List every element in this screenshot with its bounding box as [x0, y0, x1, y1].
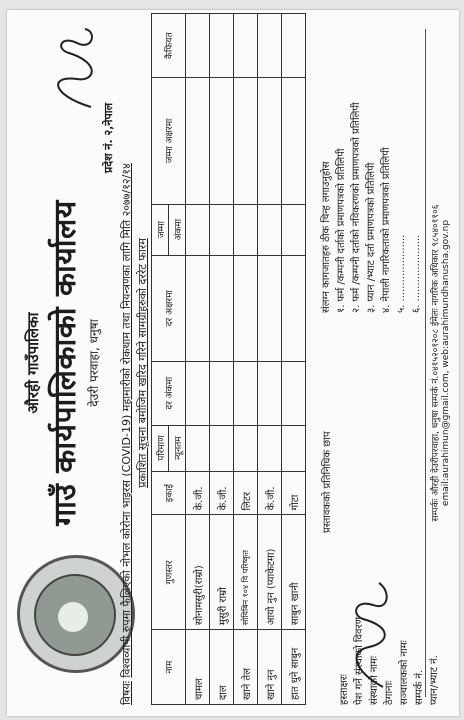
- document-page: [7, 10, 459, 716]
- table-header-row: [152, 14, 169, 705]
- total-words-cell[interactable]: [234, 78, 258, 204]
- rate-form-table: [151, 13, 306, 705]
- document-item[interactable]: १. फर्म /कम्पनी दर्ताको प्रमाणपत्रको प्रतिलिपी: [336, 148, 347, 313]
- item-unit: के.जी.: [258, 471, 282, 515]
- footer-web: email:aurahimun@gmail.com, web:aurahimundhanusha.gov.np: [441, 219, 451, 507]
- rate-figures-cell[interactable]: [234, 361, 258, 425]
- table-row: [210, 14, 234, 705]
- col-unit: इकाई: [152, 471, 186, 515]
- total-words-cell[interactable]: [186, 78, 210, 204]
- item-name: खाने तेल: [234, 630, 258, 705]
- total-words-cell[interactable]: [258, 78, 282, 204]
- item-unit: के.जी.: [186, 471, 210, 515]
- rate-words-cell[interactable]: [282, 255, 306, 361]
- col-rate-words: दर अक्षरमा: [152, 255, 186, 361]
- subject-text: विश्वव्यापी रुपमा फैलिएको नोभल कोरोना भाइरस (COVID-19) महामारीको रोकथाम तथा नियन्त्रणका लागि मिति २०७७/१२/१४: [120, 163, 133, 678]
- col-total: जम्मा: [152, 204, 169, 255]
- footer-rule: [425, 29, 426, 697]
- quantity-cell[interactable]: [186, 425, 210, 471]
- document-item[interactable]: ६. .....................: [411, 234, 422, 313]
- address-field[interactable]: ठेगानाः: [384, 680, 395, 705]
- rate-words-cell[interactable]: [210, 255, 234, 361]
- item-name: हात धुने साबुन: [282, 630, 306, 705]
- item-unit: के.जी.: [210, 471, 234, 515]
- item-unit: गोटा: [282, 471, 306, 515]
- rate-figures-cell[interactable]: [210, 361, 234, 425]
- quantity-cell[interactable]: [258, 425, 282, 471]
- item-quality: साबुन खानी: [282, 515, 306, 630]
- firm-name-field[interactable]: संस्थाको नामः: [369, 655, 380, 705]
- firm-details-heading: पेश गर्ने संस्थाको विवरण: [354, 617, 365, 705]
- document-item[interactable]: २. फर्म /कम्पनी दर्ताको नविकरणको प्रमाणपत्रको प्रतिलिपी: [351, 102, 362, 313]
- subject-label: विषयः: [120, 681, 133, 705]
- representative-seal-label: प्रस्तावकको प्रतिनिधिक छाप: [322, 431, 333, 533]
- document-item[interactable]: ५. .....................: [396, 234, 407, 313]
- item-quality: सोयिबिन १०४ वि परिष्कृत: [234, 515, 258, 630]
- remarks-cell[interactable]: [186, 14, 210, 78]
- table-row: [258, 14, 282, 705]
- col-total-figures: अंकमा: [169, 204, 186, 255]
- rate-figures-cell[interactable]: [258, 361, 282, 425]
- office-address: देउरी परवाहा, धनुषा: [87, 319, 101, 407]
- pan-vat-field[interactable]: प्यान/भ्याट नं.: [429, 655, 440, 705]
- remarks-cell[interactable]: [234, 14, 258, 78]
- footer-contact: सम्पर्कः औरही देउरीपरवाहा, धनुषा सम्पर्क नं.०४१५२०१२०८ ईमेलः नागरिक अधिकार ९८५४०११०६: [431, 204, 441, 522]
- item-quality: आयो नुन (प्याकेटमा): [258, 515, 282, 630]
- rate-words-cell[interactable]: [258, 255, 282, 361]
- remarks-cell[interactable]: [258, 14, 282, 78]
- item-quality: सोनामसुरी(राम्रो): [186, 515, 210, 630]
- office-title: गाउँ कार्यपालिकाको कार्यालय: [48, 200, 83, 526]
- office-footer: [425, 13, 451, 713]
- total-words-cell[interactable]: [282, 78, 306, 204]
- col-rate-figures: दर अंकमा: [152, 361, 186, 425]
- item-quality: मुसुरी राम्रो: [210, 515, 234, 630]
- attached-documents-list: [319, 102, 424, 313]
- col-remarks: कैफियत: [152, 14, 186, 78]
- notice-subtitle: [135, 13, 150, 713]
- document-rotated-content: [7, 13, 457, 713]
- total-cell[interactable]: [210, 204, 234, 255]
- item-unit: लिटर: [234, 471, 258, 515]
- table-row: [282, 14, 306, 705]
- signature-field[interactable]: हस्ताक्षरः: [339, 674, 350, 705]
- subtitle-text: प्रकाशित सूचना बमोजिम खरिद गरिने सामग्रीहरुको दररेट फारम: [136, 238, 149, 488]
- col-total-words: जम्मा अक्षरमा: [152, 78, 186, 204]
- notice-subject: [119, 15, 134, 705]
- document-item[interactable]: ३. प्यान /भ्याट दर्ता प्रमाणपत्रको प्रतिलिपी: [366, 162, 377, 313]
- rate-words-cell[interactable]: [234, 255, 258, 361]
- signature-mark-bottom: [343, 581, 403, 691]
- rate-figures-cell[interactable]: [282, 361, 306, 425]
- document-item[interactable]: ४. नेपाली नागरिकताको प्रमाणपत्रको प्रतिलिपी: [381, 147, 392, 313]
- table-row: [234, 14, 258, 705]
- quantity-cell[interactable]: [234, 425, 258, 471]
- col-name: नाम: [152, 630, 186, 705]
- remarks-cell[interactable]: [210, 14, 234, 78]
- table-row: [186, 14, 210, 705]
- total-cell[interactable]: [282, 204, 306, 255]
- col-quantity-min: न्यूनतम: [169, 425, 186, 471]
- signature-mark-top: [47, 27, 107, 113]
- rate-figures-cell[interactable]: [186, 361, 210, 425]
- col-quantity: परिमाण: [152, 425, 169, 471]
- rate-words-cell[interactable]: [186, 255, 210, 361]
- documents-intro: संलग्न कागजातहरु ठीक चिन्ह लगाउनुहोस: [321, 161, 332, 313]
- total-cell[interactable]: [186, 204, 210, 255]
- total-words-cell[interactable]: [210, 78, 234, 204]
- item-name: खाने नुन: [258, 630, 282, 705]
- proprietor-field[interactable]: सञ्चालकको नामः: [399, 640, 410, 705]
- province-number: प्रदेश नं. २,नेपाल: [102, 102, 115, 173]
- quantity-cell[interactable]: [282, 425, 306, 471]
- item-name: चामल: [186, 630, 210, 705]
- total-cell[interactable]: [234, 204, 258, 255]
- total-cell[interactable]: [258, 204, 282, 255]
- remarks-cell[interactable]: [282, 14, 306, 78]
- item-name: दाल: [210, 630, 234, 705]
- contact-field[interactable]: सम्पर्क नं.: [414, 669, 425, 705]
- col-quality: गुणस्तर: [152, 515, 186, 630]
- quantity-cell[interactable]: [210, 425, 234, 471]
- palika-name: औरही गाउँपालिका: [24, 312, 42, 414]
